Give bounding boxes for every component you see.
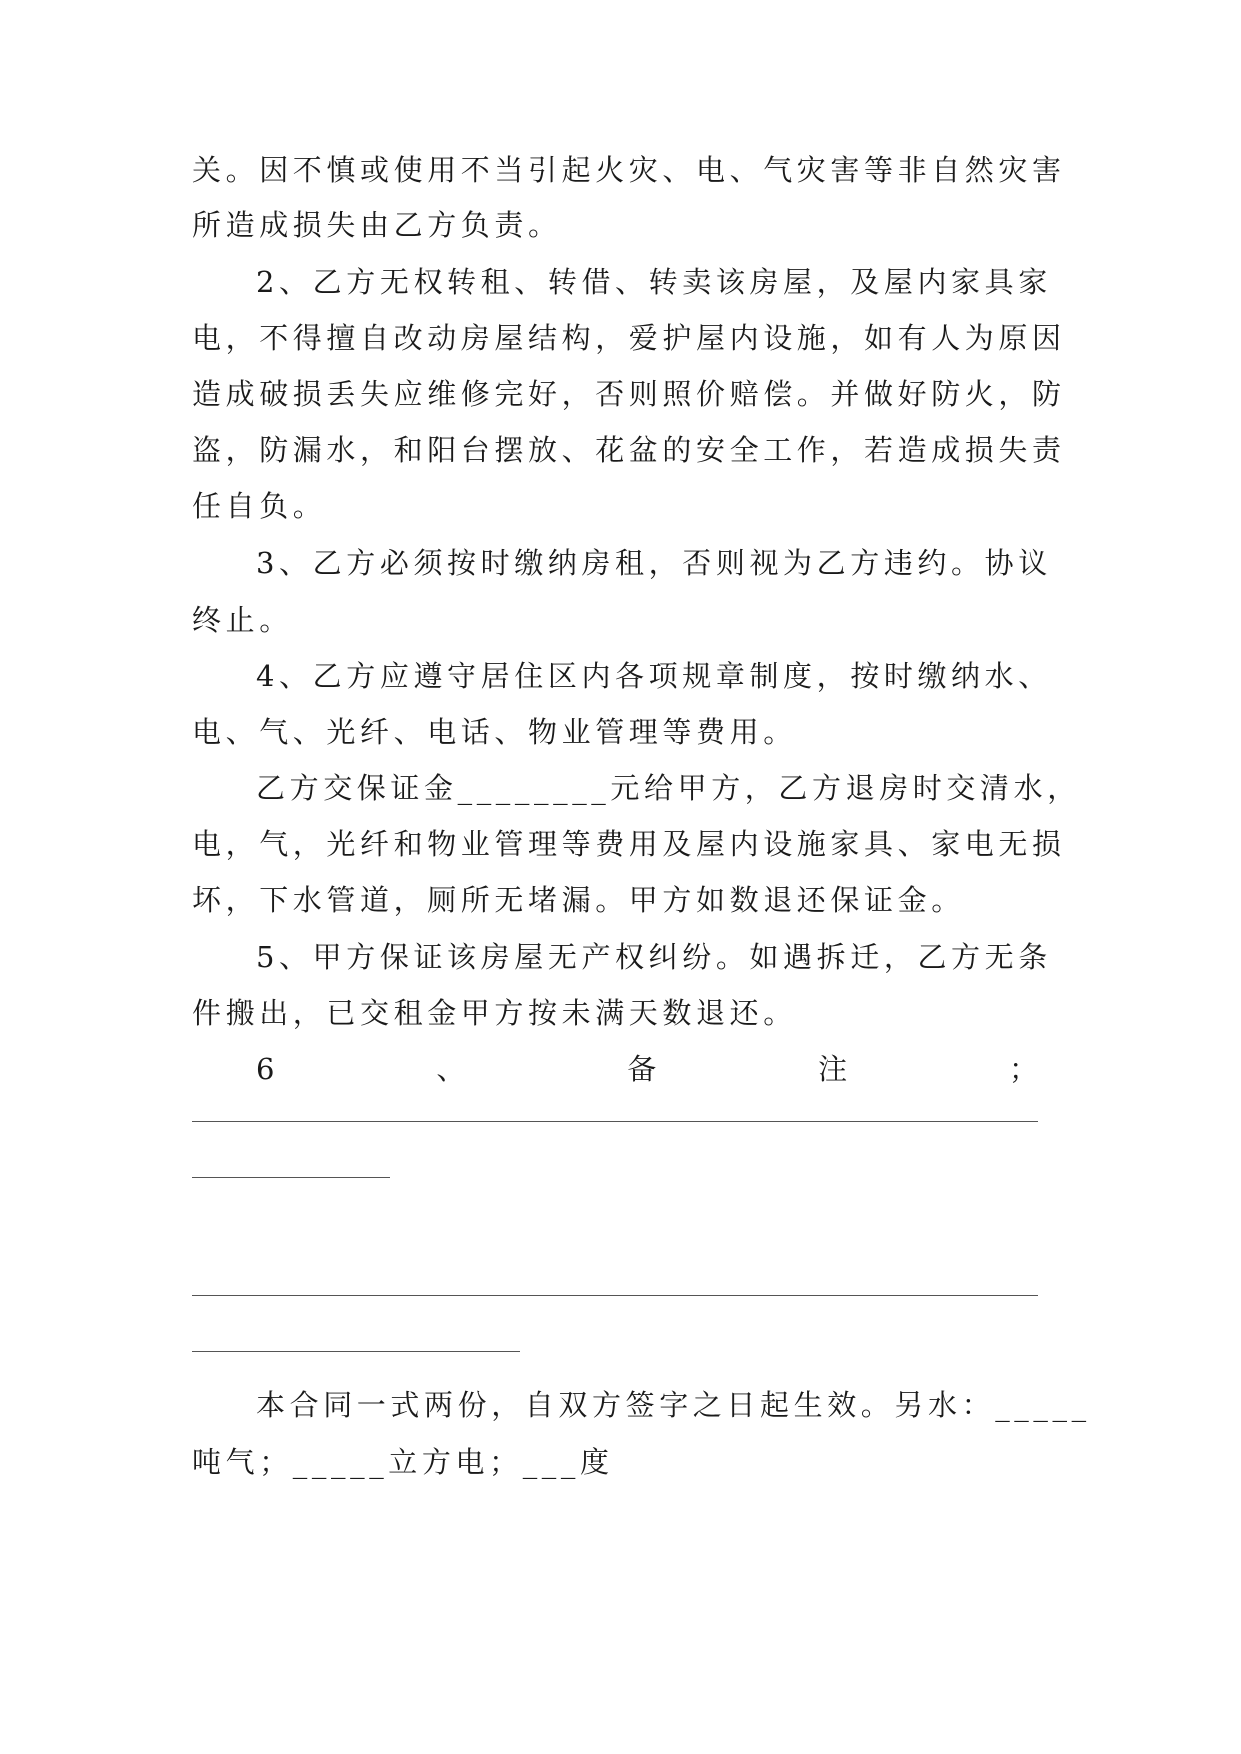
- remark-separator: 、: [436, 1052, 466, 1086]
- remark-char: 注: [818, 1052, 848, 1086]
- blank-line: [192, 1121, 1038, 1122]
- clause-5-line: 5、甲方保证该房屋无产权纠纷。如遇拆迁，乙方无条: [256, 940, 1052, 974]
- text-line: 关。因不慎或使用不当引起火灾、电、气灾害等非自然灾害: [192, 153, 1066, 187]
- text-line: 盗，防漏水，和阳台摆放、花盆的安全工作，若造成损失责: [192, 433, 1066, 467]
- blank-line: [192, 1295, 1038, 1296]
- closing-line: 本合同一式两份，自双方签字之日起生效。另水：_____: [256, 1388, 1091, 1422]
- text-line: 所造成损失由乙方负责。: [192, 208, 562, 242]
- clause-4-line: 4、乙方应遵守居住区内各项规章制度，按时缴纳水、: [256, 659, 1052, 693]
- remark-char: 备: [627, 1052, 657, 1086]
- clause-3-line: 3、乙方必须按时缴纳房租，否则视为乙方违约。协议: [256, 546, 1052, 580]
- remark-heading: [256, 1049, 1038, 1089]
- text-line: 造成破损丢失应维修完好，否则照价赔偿。并做好防火，防: [192, 377, 1066, 411]
- text-line: 电，气，光纤和物业管理等费用及屋内设施家具、家电无损: [192, 827, 1066, 861]
- blank-line: [192, 1177, 390, 1178]
- text-line: 坏，下水管道，厕所无堵漏。甲方如数退还保证金。: [192, 883, 965, 917]
- text-line: 终止。: [192, 603, 293, 637]
- blank-line: [192, 1351, 520, 1352]
- text-line: 电、气、光纤、电话、物业管理等费用。: [192, 715, 797, 749]
- clause-2-line: 2、乙方无权转租、转借、转卖该房屋，及屋内家具家: [256, 265, 1052, 299]
- utility-readings-line: 吨气；_____立方电；___度: [192, 1445, 614, 1479]
- text-line: 任自负。: [192, 489, 327, 523]
- text-line: 电，不得擅自改动房屋结构，爱护屋内设施，如有人为原因: [192, 321, 1066, 355]
- text-line: 件搬出，已交租金甲方按未满天数退还。: [192, 996, 797, 1030]
- remark-semicolon: ；: [1008, 1052, 1038, 1086]
- remark-number: 6: [256, 1052, 275, 1086]
- deposit-line: 乙方交保证金________元给甲方，乙方退房时交清水，: [256, 771, 1081, 805]
